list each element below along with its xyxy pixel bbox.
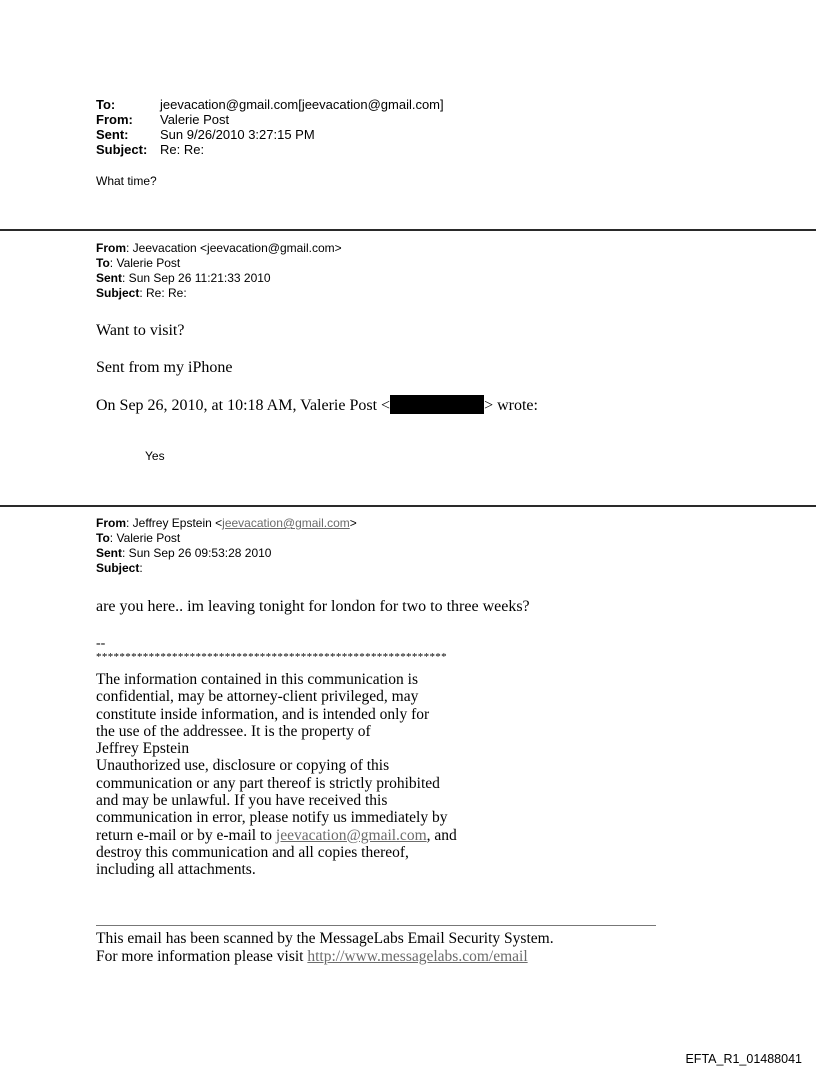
disclaimer-line: destroy this communication and all copies thereof, xyxy=(96,843,409,861)
msg2-to-row xyxy=(96,256,180,271)
msg3-sent-value: : Sun Sep 26 09:53:28 2010 xyxy=(122,546,272,560)
confidentiality-disclaimer xyxy=(96,671,516,879)
sent-label: Sent: xyxy=(96,127,129,142)
header-sent-row xyxy=(96,127,315,142)
msg3-sent-row xyxy=(96,546,271,561)
disclaimer-line: communication in error, please notify us immediately by xyxy=(96,809,448,827)
msg2-sent-label: Sent xyxy=(96,271,123,285)
msg2-quoted-body: Yes xyxy=(145,449,165,463)
subject-value: Re: Re: xyxy=(160,142,205,157)
msg2-to-value: : Valerie Post xyxy=(109,256,181,270)
msg3-from-suffix: > xyxy=(349,516,357,530)
sent-value: Sun 9/26/2010 3:27:15 PM xyxy=(160,127,315,142)
scanner-prefix: For more information please visit xyxy=(96,948,308,965)
from-label: From: xyxy=(96,112,133,127)
to-value: jeevacation@gmail.com[jeevacation@gmail.com] xyxy=(160,97,444,112)
msg2-subject-row xyxy=(96,286,187,301)
disclaimer-line: confidential, may be attorney-client privileged, may xyxy=(96,688,419,706)
header-subject-row xyxy=(96,142,204,157)
msg2-from-value: : Jeevacation <jeevacation@gmail.com> xyxy=(126,241,342,255)
msg3-to-row xyxy=(96,531,180,546)
msg3-from-row xyxy=(96,516,357,531)
scanner-divider xyxy=(96,925,656,926)
msg2-from-row xyxy=(96,241,342,256)
to-label: To: xyxy=(96,97,116,112)
msg3-body: are you here.. im leaving tonight for london for two to three weeks? xyxy=(96,598,530,615)
messagelabs-link[interactable]: http://www.messagelabs.com/email xyxy=(307,948,528,965)
message-separator-2 xyxy=(0,505,816,507)
disclaimer-email-link[interactable]: jeevacation@gmail.com xyxy=(275,826,427,844)
signature-stars: ************************************************************ xyxy=(96,651,447,663)
disclaimer-line: The information contained in this communication is xyxy=(96,671,418,688)
msg3-subject-value: : xyxy=(139,561,143,575)
quote-suffix: > wrote: xyxy=(484,397,538,414)
disclaimer-line: and may be unlawful. If you have received this xyxy=(96,792,388,810)
scanner-line-2 xyxy=(96,947,528,966)
disclaimer-line: communication or any part thereof is strictly prohibited xyxy=(96,774,440,792)
disclaimer-line xyxy=(96,827,516,844)
msg2-subject-value: : Re: Re: xyxy=(139,286,187,300)
from-value: Valerie Post xyxy=(160,112,230,127)
msg2-to-label: To xyxy=(96,256,110,270)
header-from-row xyxy=(96,112,229,127)
msg2-signature: Sent from my iPhone xyxy=(96,359,233,376)
msg2-sent-value: : Sun Sep 26 11:21:33 2010 xyxy=(122,271,271,285)
reply-body: What time? xyxy=(96,174,157,188)
msg3-sent-label: Sent xyxy=(96,546,123,560)
msg2-sent-row xyxy=(96,271,271,286)
scanner-line-1: This email has been scanned by the MessageLabs Email Security System. xyxy=(96,930,554,947)
document-id: EFTA_R1_01488041 xyxy=(685,1052,802,1066)
redaction-box xyxy=(390,395,484,414)
disclaimer-email-suffix: , and xyxy=(426,826,457,844)
quote-prefix: On Sep 26, 2010, at 10:18 AM, Valerie Post < xyxy=(96,397,391,414)
signature-dash: -- xyxy=(96,636,106,651)
msg2-quote-line xyxy=(96,395,538,415)
message-separator-1 xyxy=(0,229,816,231)
disclaimer-email-prefix: return e-mail or by e-mail to xyxy=(96,826,276,844)
msg2-from-label: From xyxy=(96,241,126,255)
subject-label: Subject: xyxy=(96,142,148,157)
msg3-from-email-link[interactable]: jeevacation@gmail.com xyxy=(222,516,350,530)
disclaimer-line: Unauthorized use, disclosure or copying of this xyxy=(96,757,390,775)
msg3-to-label: To xyxy=(96,531,110,545)
msg3-to-value: : Valerie Post xyxy=(109,531,181,545)
msg3-subject-row xyxy=(96,561,143,576)
disclaimer-line: Jeffrey Epstein xyxy=(96,740,190,758)
disclaimer-line: constitute inside information, and is intended only for xyxy=(96,705,430,723)
msg3-from-label: From xyxy=(96,516,126,530)
msg2-body: Want to visit? xyxy=(96,322,185,339)
header-to-row xyxy=(96,97,444,112)
msg3-subject-label: Subject xyxy=(96,561,140,575)
disclaimer-line: the use of the addressee. It is the property of xyxy=(96,722,371,740)
msg2-subject-label: Subject xyxy=(96,286,140,300)
msg3-from-prefix: : Jeffrey Epstein < xyxy=(126,516,223,530)
disclaimer-line: including all attachments. xyxy=(96,861,256,879)
